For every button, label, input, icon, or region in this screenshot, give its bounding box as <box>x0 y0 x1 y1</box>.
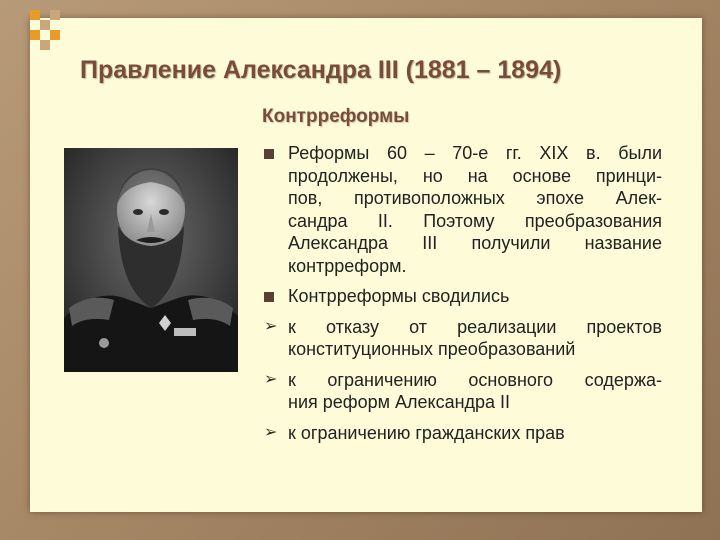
list-item <box>262 369 662 414</box>
list-item <box>262 422 662 445</box>
arrow-bullet-icon: ➢ <box>264 423 278 441</box>
text-line: продолжены, но на основе принци- <box>288 165 662 186</box>
text-line: ния реформ Александра II <box>288 392 511 412</box>
text-line: к ограничению гражданских прав <box>288 422 565 443</box>
list-item <box>262 316 662 361</box>
square-bullet-icon <box>264 142 284 165</box>
list-item <box>262 285 662 308</box>
list-item <box>262 142 662 277</box>
text-line: Реформы 60 – 70-е гг. XIX в. были <box>288 143 662 163</box>
content-list <box>262 142 662 452</box>
text-line: к отказу от реализации проектов <box>288 316 662 337</box>
arrow-bullet-icon: ➢ <box>264 370 278 388</box>
text-line: Александра III получили название <box>288 233 662 253</box>
text-line: конституционных преобразований <box>288 339 576 359</box>
slide-subtitle: Контрреформы <box>262 106 410 127</box>
slide-title: Правление Александра III (1881 – 1894) <box>80 56 562 84</box>
text-line: сандра II. Поэтому преобразования <box>288 210 662 231</box>
text-line: контрреформ. <box>288 255 407 276</box>
text-line: пов, противоположных эпохе Алек- <box>288 188 662 208</box>
square-bullet-icon <box>264 285 284 308</box>
portrait-image <box>64 148 238 372</box>
text-line: Контрреформы сводились <box>288 286 510 306</box>
corner-decoration <box>30 10 70 50</box>
arrow-bullet-icon: ➢ <box>264 317 278 335</box>
text-line: к ограничению основного содержа- <box>288 369 662 390</box>
